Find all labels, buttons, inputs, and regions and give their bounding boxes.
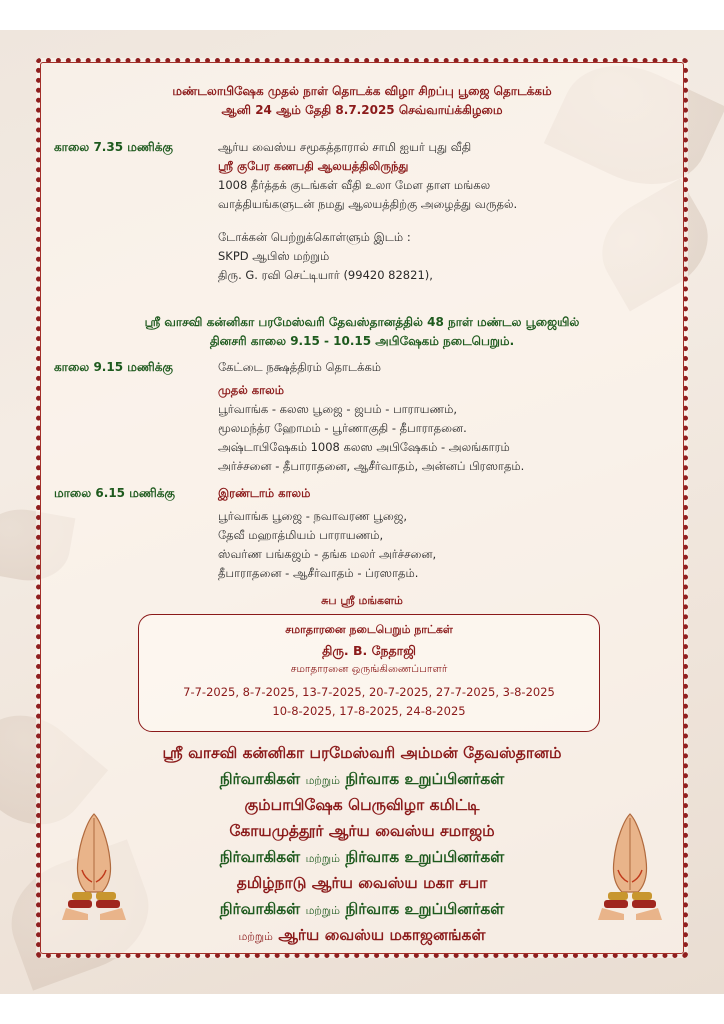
closing-line-2 [40, 770, 684, 790]
samaradhana-dates-1: 7-7-2025, 8-7-2025, 13-7-2025, 20-7-2025, 27-7-2025, 3-8-2025 [183, 685, 555, 699]
samaradhana-title: சமாதாரனை நடைபெறும் நாட்கள் [285, 623, 453, 636]
closing-text: நிர்வாகிகள் [219, 848, 301, 866]
second-session-line: தேவீ மஹாத்மியம் பாராயணம், [218, 528, 384, 542]
praying-hands-left-illustration [58, 810, 130, 920]
samaradhana-role: சமாதாரனை ஒருங்கிணைப்பாளர் [290, 663, 448, 675]
mandala-line-1: ஸ்ரீ வாசவி கன்னிகா பரமேஸ்வரி தேவஸ்தானத்தில் 48 நாள் மண்டல பூஜையில் [144, 315, 580, 329]
morning-line: 1008 தீர்த்தக் குடங்கள் வீதி உலா மேள தாள மங்கல [218, 178, 491, 192]
token-line: டோக்கன் பெற்றுக்கொள்ளும் இடம் : [218, 230, 411, 244]
token-line: திரு. G. ரவி செட்டியார் (99420 82821), [218, 268, 433, 282]
closing-text: ஆர்ய வைஸ்ய மகாஜனங்கள் [278, 926, 486, 944]
second-session-details [218, 484, 668, 583]
praying-hands-right-illustration [594, 810, 666, 920]
morning-line: ஸ்ரீ குபேர கணபதி ஆலயத்திலிருந்து [218, 159, 409, 173]
samaradhana-dates-2: 10-8-2025, 17-8-2025, 24-8-2025 [272, 704, 466, 718]
samaradhana-box [138, 614, 600, 732]
first-session-line: பூர்வாங்க - கலஸ பூஜை - ஜபம் - பாராயணம், [218, 402, 457, 416]
first-session-details [218, 358, 668, 476]
token-line: SKPD ஆபிஸ் மற்றும் [218, 249, 330, 263]
closing-line-3: கும்பாபிஷேக பெருவிழா கமிட்டி [244, 796, 480, 814]
closing-line-5 [40, 848, 684, 868]
invitation-content [40, 62, 684, 954]
first-session-line: அஷ்டாபிஷேகம் 1008 கலஸ அபிஷேகம் - அலங்காரம் [218, 440, 510, 454]
second-session-line: ஸ்வர்ண பங்கஜம் - தங்க மலர் அர்ச்சனை, [218, 547, 437, 561]
second-session-time: மாலை 6.15 மணிக்கு [54, 486, 175, 500]
first-session-intro: கேட்டை நக்ஷத்திரம் தொடக்கம் [218, 360, 382, 374]
closing-text: நிர்வாக உறுப்பினர்கள் [345, 770, 505, 788]
closing-line-7 [40, 900, 684, 920]
closing-line-1: ஸ்ரீ வாசவி கன்னிகா பரமேஸ்வரி அம்மன் தேவஸ்தானம் [162, 744, 562, 762]
morning-line: வாத்தியங்களுடன் நமது ஆலயத்திற்கு அழைத்து வருதல். [218, 197, 518, 211]
morning-event-details [218, 138, 668, 285]
closing-text: நிர்வாகிகள் [219, 770, 301, 788]
samaradhana-name: திரு. B. நேதாஜி [322, 643, 416, 658]
closing-conjunction: மற்றும் [238, 930, 273, 943]
closing-text: நிர்வாகிகள் [219, 900, 301, 918]
closing-text: நிர்வாக உறுப்பினர்கள் [345, 848, 505, 866]
closing-conjunction: மற்றும் [305, 852, 340, 865]
closing-line-4: கோயமுத்தூர் ஆர்ய வைஸ்ய சமாஜம் [229, 822, 495, 840]
first-session-line: மூலமந்த்ர ஹோமம் - பூர்ணாகுதி - தீபாராதனை. [218, 421, 467, 435]
first-session-line: அர்ச்சனை - தீபாராதனை, ஆசீர்வாதம், அன்னப் பிரஸாதம். [218, 459, 525, 473]
closing-line-6: தமிழ்நாடு ஆர்ய வைஸ்ய மகா சபா [236, 874, 488, 892]
blessing-text: சுப ஸ்ரீ மங்களம் [321, 594, 403, 607]
first-session-title: முதல் காலம் [218, 383, 284, 397]
second-session-line: தீபாராதனை - ஆசீர்வாதம் - ப்ரஸாதம். [218, 566, 419, 580]
header-line-1: மண்டலாபிஷேக முதல் நாள் தொடக்க விழா சிறப்பு பூஜை தொடக்கம் [172, 84, 552, 98]
second-session-line: பூர்வாங்க பூஜை - நவாவரண பூஜை, [218, 509, 407, 523]
second-session-title: இரண்டாம் காலம் [218, 486, 311, 500]
mandala-line-2: தினசரி காலை 9.15 - 10.15 அபிஷேகம் நடைபெறும். [209, 334, 515, 348]
closing-text: நிர்வாக உறுப்பினர்கள் [345, 900, 505, 918]
closing-line-8 [40, 926, 684, 946]
morning-event-time: காலை 7.35 மணிக்கு [54, 140, 173, 154]
first-session-time: காலை 9.15 மணிக்கு [54, 360, 173, 374]
closing-conjunction: மற்றும் [305, 774, 340, 787]
closing-conjunction: மற்றும் [305, 904, 340, 917]
header-line-2: ஆனி 24 ஆம் தேதி 8.7.2025 செவ்வாய்க்கிழமை [221, 103, 503, 117]
morning-line: ஆர்ய வைஸ்ய சமூகத்தாரால் சாமி ஐயர் புது வீதி [218, 140, 472, 154]
